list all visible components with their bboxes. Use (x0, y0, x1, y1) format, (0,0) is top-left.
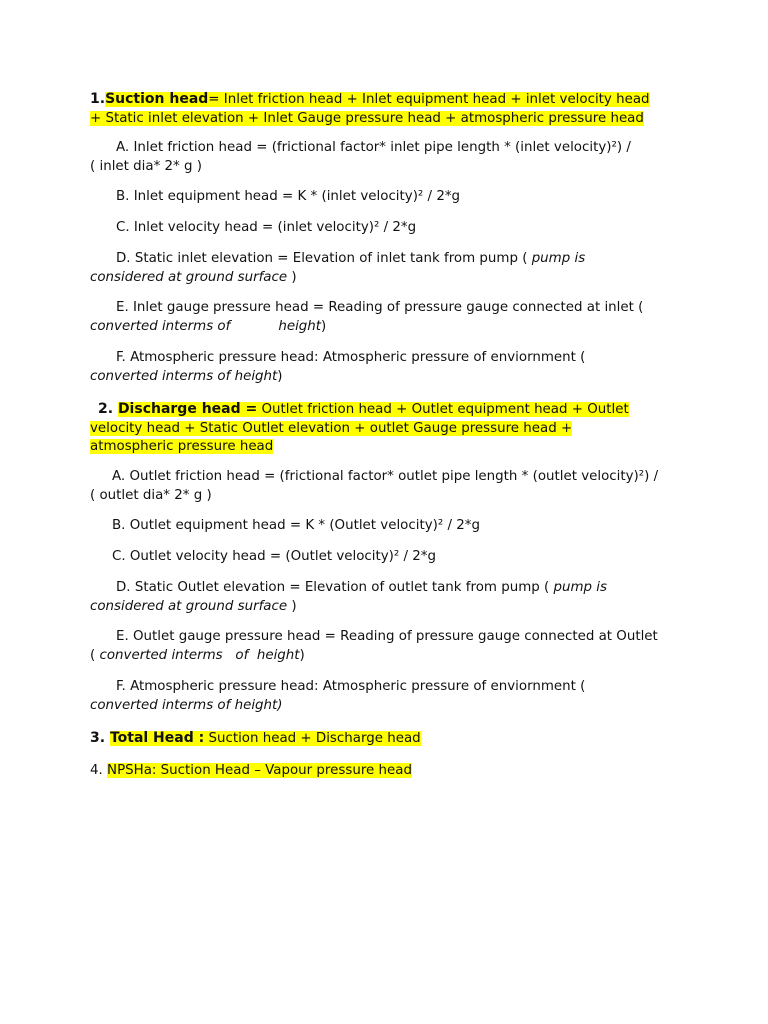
suction-item-a (90, 139, 690, 176)
suction-item-e-italic2: height (278, 318, 322, 334)
discharge-item-b (90, 517, 690, 536)
discharge-item-c-text: C. Outlet velocity head = (Outlet velocity)² / 2*g (112, 549, 436, 564)
suction-item-f-close: ) (277, 368, 283, 384)
discharge-item-e-open: ( (90, 647, 100, 663)
discharge-item-c (90, 548, 690, 567)
suction-head-definition-line2: + Static inlet elevation + Inlet Gauge pressure head + atmospheric pressure head (90, 110, 644, 126)
suction-item-e (90, 299, 690, 336)
total-head-highlight (110, 731, 421, 746)
discharge-item-b-text: B. Outlet equipment head = K * (Outlet velocity)² / 2*g (112, 518, 480, 533)
suction-head-definition-line1: Inlet friction head + Inlet equipment head + inlet velocity head (223, 92, 650, 107)
discharge-item-e (90, 628, 690, 665)
discharge-item-d-italic2: considered at ground surface (90, 598, 288, 614)
discharge-head-number: 2. (98, 401, 118, 417)
discharge-head-definition-line2: velocity head + Static Outlet elevation + outlet Gauge pressure head + (90, 420, 573, 436)
discharge-item-e-italic: converted interms of height (99, 647, 300, 663)
suction-item-e-italic1: converted interms of (90, 318, 231, 334)
discharge-item-a (90, 468, 690, 505)
suction-item-e-close: ) (321, 318, 327, 334)
total-head-number: 3. (90, 730, 110, 746)
suction-item-b-text: B. Inlet equipment head = K * (inlet velocity)² / 2*g (116, 189, 461, 204)
discharge-head-definition-line1: Outlet friction head + Outlet equipment head + Outlet (257, 402, 629, 417)
suction-item-d-line1: D. Static inlet elevation = Elevation of inlet tank from pump ( (116, 251, 532, 266)
suction-item-c (90, 219, 690, 238)
discharge-item-d-close: ) (287, 598, 297, 614)
npsha-heading (90, 762, 690, 781)
discharge-head-definition-line3: atmospheric pressure head (90, 439, 274, 455)
suction-item-a-line1: A. Inlet friction head = (frictional factor* inlet pipe length * (inlet velocity)²) / (116, 140, 631, 155)
suction-item-e-line1: E. Inlet gauge pressure head = Reading of pressure gauge connected at inlet ( (116, 300, 644, 315)
suction-head-title: Suction head (105, 91, 209, 107)
discharge-item-f-italic: converted interms of height) (90, 697, 283, 713)
discharge-item-e-close: ) (299, 647, 305, 663)
suction-item-f-italic: converted interms of height (90, 368, 278, 384)
suction-item-b (90, 188, 690, 207)
discharge-item-d-italic1: pump is (553, 580, 607, 595)
total-head-title: Total Head : (109, 730, 205, 746)
suction-item-d (90, 250, 690, 287)
suction-head-equals: = (208, 92, 224, 107)
npsha-number: 4. (90, 763, 108, 778)
suction-item-d-italic2: considered at ground surface (90, 269, 288, 285)
discharge-item-d (90, 579, 690, 616)
discharge-item-a-line1: A. Outlet friction head = (frictional factor* outlet pipe length * (outlet velocity)²) / (112, 469, 659, 484)
suction-head-number: 1. (90, 91, 106, 107)
suction-item-d-close: ) (287, 269, 297, 285)
discharge-item-a-line2: ( outlet dia* 2* g ) (90, 487, 212, 503)
discharge-head-title: Discharge head = (117, 401, 258, 417)
discharge-item-f-line1: F. Atmospheric pressure head: Atmospheric pressure of enviornment ( (116, 679, 586, 694)
suction-head-highlight (90, 92, 650, 126)
discharge-item-e-line1: E. Outlet gauge pressure head = Reading of pressure gauge connected at Outlet (116, 629, 658, 644)
total-head-heading (90, 729, 690, 749)
npsha-definition: NPSHa: Suction Head – Vapour pressure head (107, 763, 412, 778)
total-head-definition: Suction head + Discharge head (204, 731, 421, 746)
suction-item-a-line2: ( inlet dia* 2* g ) (90, 158, 202, 174)
discharge-head-heading (90, 400, 690, 457)
suction-item-c-text: C. Inlet velocity head = (inlet velocity)² / 2*g (116, 220, 417, 235)
suction-head-heading (90, 90, 690, 128)
suction-item-d-italic1: pump is (531, 251, 586, 266)
suction-item-f (90, 349, 690, 386)
discharge-item-d-line1: D. Static Outlet elevation = Elevation of outlet tank from pump ( (116, 580, 554, 595)
discharge-head-highlight (90, 402, 629, 454)
discharge-item-f (90, 678, 690, 715)
suction-item-f-line1: F. Atmospheric pressure head: Atmospheric pressure of enviornment ( (116, 350, 586, 365)
